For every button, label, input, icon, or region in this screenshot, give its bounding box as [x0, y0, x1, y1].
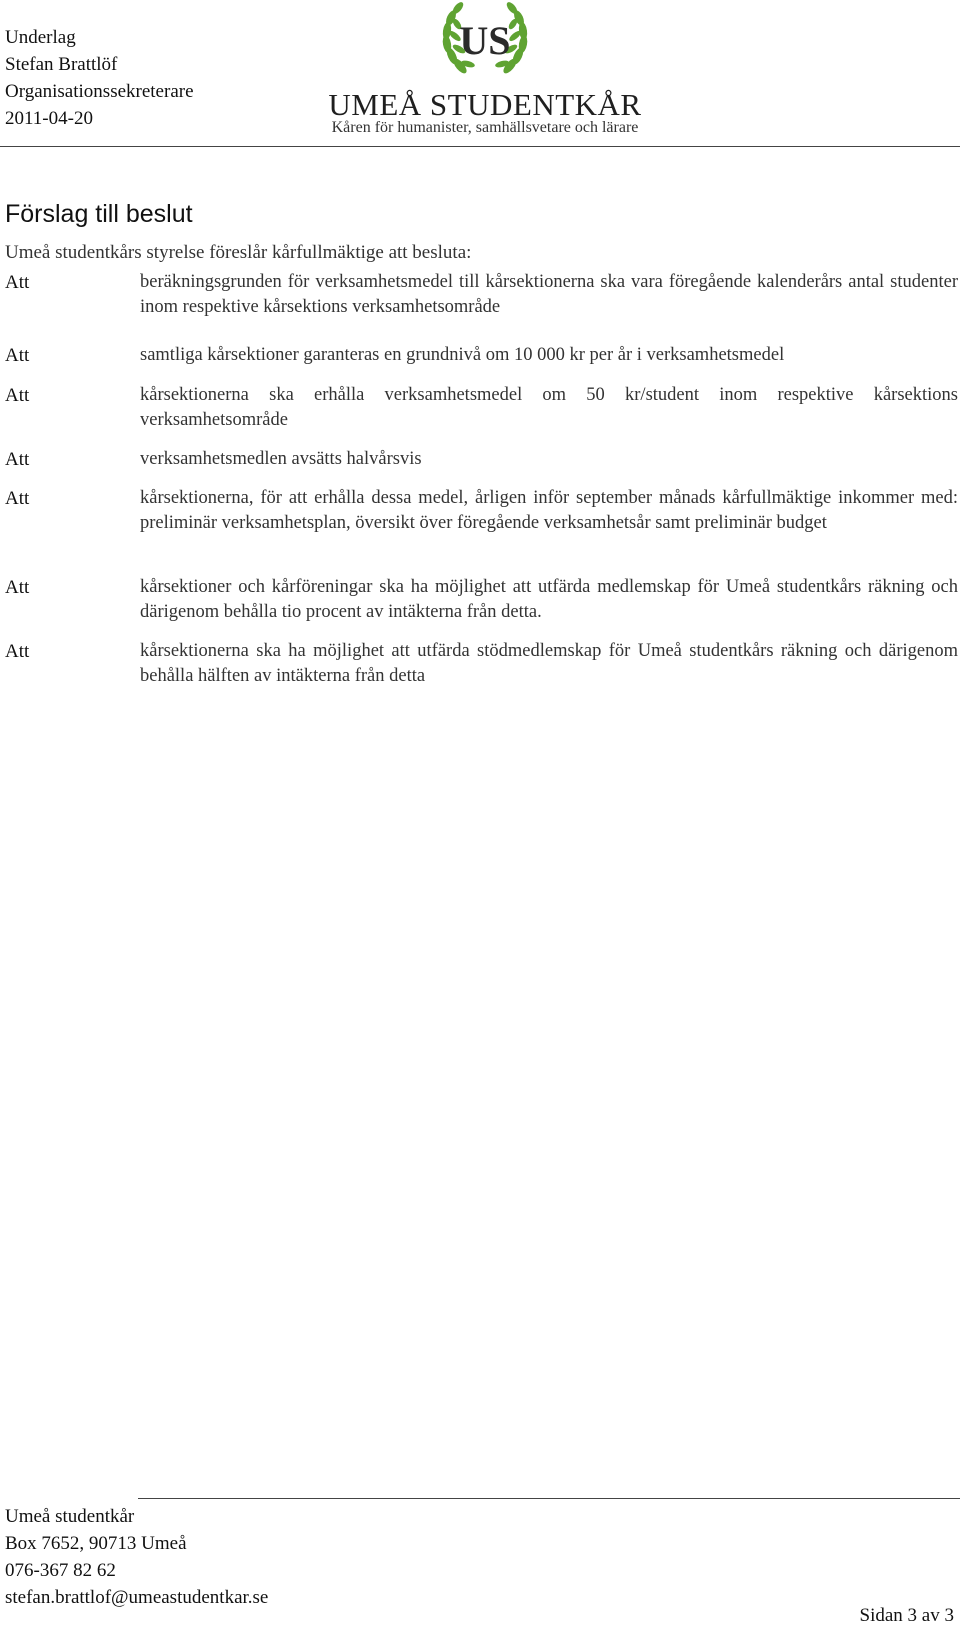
header-divider [0, 146, 960, 147]
footer-address: Box 7652, 90713 Umeå [5, 1533, 187, 1554]
item-label: Att [5, 449, 30, 470]
item-text: verksamhetsmedlen avsätts halvårsvis [140, 449, 422, 469]
meta-document-type: Underlag [5, 27, 76, 48]
organization-logo [320, 0, 650, 140]
meta-author-title: Organisationssekreterare [5, 81, 194, 102]
footer-contact [5, 1503, 268, 1611]
item-text: samtliga kårsektioner garanteras en grundnivå om 10 000 kr per år i verksamhetsmedel [140, 345, 785, 365]
item-text: kårsektionerna, för att erhålla dessa medel, årligen inför september månads kårfullmäktige inkommer med: preliminär verksamhetsplan, översikt över föregående verksamhetsår samt preliminär budget [140, 488, 958, 533]
item-text: kårsektionerna ska erhålla verksamhetsmedel om 50 kr/student inom respektive kårsektions verksamhetsområde [140, 385, 958, 430]
meta-author: Stefan Brattlöf [5, 54, 118, 75]
item-label: Att [5, 488, 30, 509]
organization-name: UMEÅ STUDENTKÅR [328, 87, 642, 122]
footer-phone: 076-367 82 62 [5, 1560, 116, 1581]
page-number: Sidan 3 av 3 [859, 1605, 954, 1626]
organization-subtitle: Kåren för humanister, samhällsvetare och lärare [331, 119, 639, 136]
footer-divider [138, 1498, 960, 1499]
section-heading: Förslag till beslut [5, 200, 193, 228]
item-text: kårsektionerna ska ha möjlighet att utfärda stödmedlemskap för Umeå studentkårs räkning och därigenom behålla hälften av intäkterna från detta [140, 641, 958, 686]
item-text: beräkningsgrunden för verksamhetsmedel till kårsektionerna ska vara föregående kalenderårs antal studenter inom respektive kårsektions verksamhetsområde [140, 272, 958, 317]
item-label: Att [5, 345, 30, 366]
proposal-intro: Umeå studentkårs styrelse föreslår kårfullmäktige att besluta: [5, 242, 472, 263]
laurel-wreath-icon [430, 0, 540, 82]
item-label: Att [5, 385, 30, 406]
meta-date: 2011-04-20 [5, 108, 93, 129]
item-label: Att [5, 577, 30, 598]
logo-monogram: US [459, 18, 511, 63]
footer-organization: Umeå studentkår [5, 1506, 135, 1527]
item-text: kårsektioner och kårföreningar ska ha möjlighet att utfärda medlemskap för Umeå studentkårs räkning och därigenom behålla tio procent av intäkterna från detta. [140, 577, 958, 622]
item-label: Att [5, 272, 30, 293]
item-label: Att [5, 641, 30, 662]
document-meta [5, 24, 194, 132]
footer-email: stefan.brattlof@umeastudentkar.se [5, 1587, 269, 1608]
